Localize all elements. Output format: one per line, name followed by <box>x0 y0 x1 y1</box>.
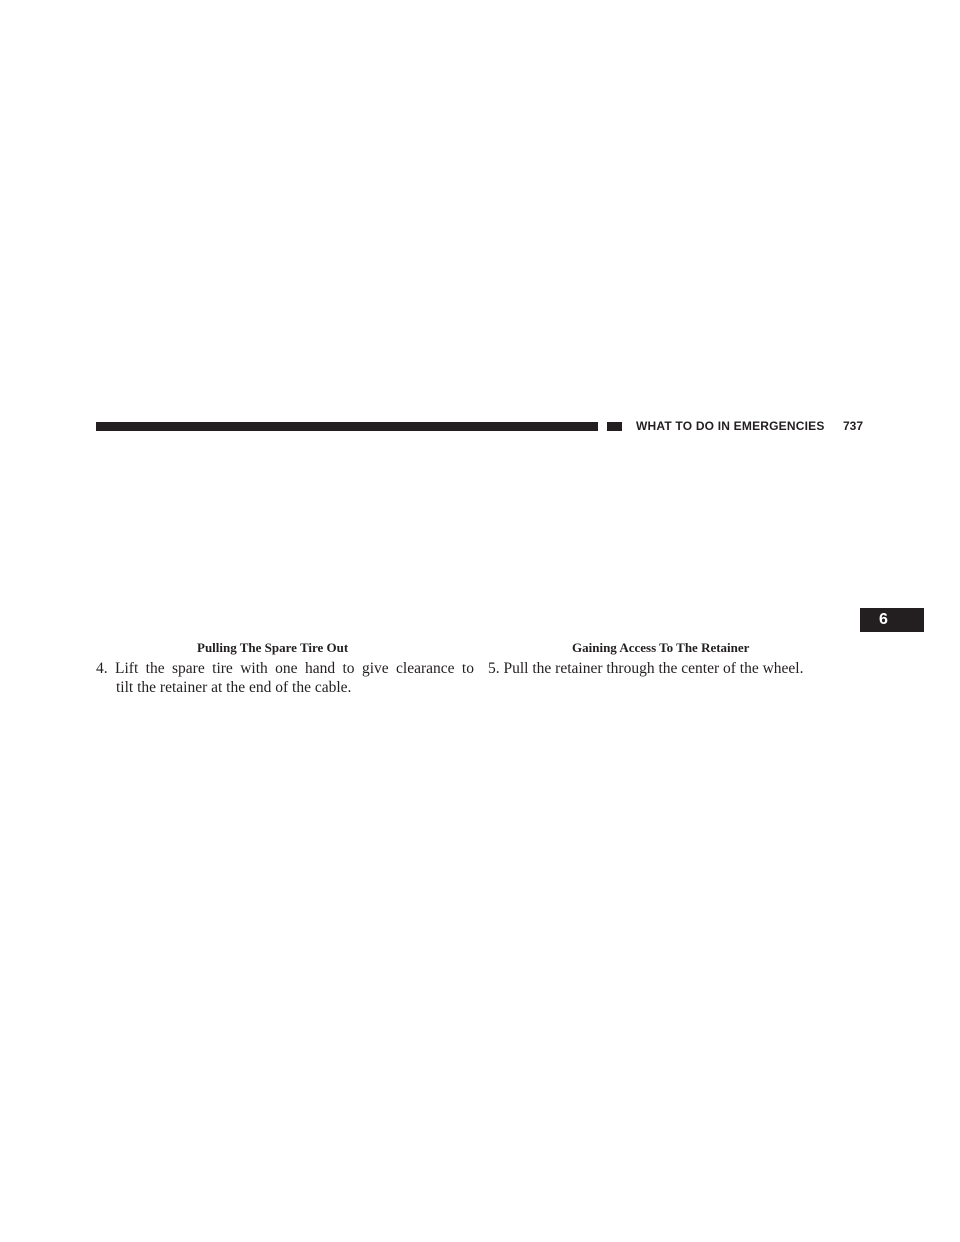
chapter-number: 6 <box>879 611 888 628</box>
figure-caption-right: Gaining Access To The Retainer <box>572 640 750 655</box>
page-number: 737 <box>843 419 864 433</box>
section-title: WHAT TO DO IN EMERGENCIES <box>636 419 825 433</box>
figure-caption-left: Pulling The Spare Tire Out <box>197 640 349 655</box>
header-rule <box>96 422 598 431</box>
step-4-line-1: 4. Lift the spare tire with one hand to give clearance to <box>96 660 474 677</box>
chapter-tab <box>860 608 924 632</box>
step-4 <box>96 659 476 697</box>
step-5: 5. Pull the retainer through the center of the wheel. <box>488 660 804 677</box>
step-4-line-2: tilt the retainer at the end of the cable. <box>116 679 352 696</box>
header-block <box>607 422 622 431</box>
